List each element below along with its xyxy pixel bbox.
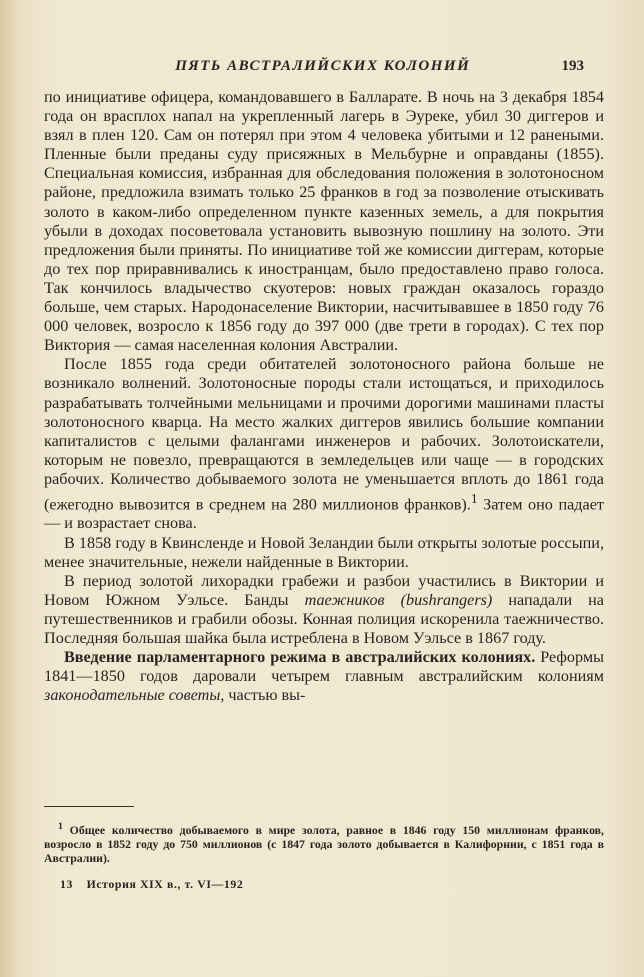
- paragraph-1: по инициативе офицера, командовавшего в Балларате. В ночь на 3 декабря 1854 года он врасплох напал на укрепленный лагерь в Эуреке, убил 30 диггеров и взял в плен 120. Сам он потерял при этом 4 человека убитыми и 12 ранеными. Пленные были преданы суду присяжных в Мельбурне и оправданы (1855). Специальная комиссия, избранная для обследования положения в золотоносном районе, предложила взимать только 25 франков в год за позволение отыскивать золото в каком-либо определенном пункте казенных земель, а для покрытия убыли в доходах посоветовала установить вывозную пошлину на золото. Эти предложения были приняты. По инициативе той же комиссии диггерам, которые до тех пор приравнивались к иностранцам, было предоставлено право голоса. Так кончилось владычество скуотеров: новых граждан оказалось гораздо больше, чем старых. Народонаселение Виктории, насчитывавшее в 1850 году 76 000 человек, возросло к 1856 году до 397 000 (две трети в городах). С тех пор Виктория — самая населенная колония Австралии.: [44, 88, 604, 355]
- paragraph-5: [44, 648, 604, 705]
- main-text: [44, 88, 604, 705]
- footnote-text: Общее количество добываемого в мире золота, равное в 1846 году 150 миллионам франков, возросло в 1852 году до 750 миллионов (с 1847 года золото добывается в Калифорнии, с 1851 года в Австралии).: [44, 822, 604, 866]
- section-heading: Введение парламентарного режима в австралийских колониях.: [64, 648, 536, 667]
- printer-signature: [60, 877, 600, 892]
- signature-sheet-number: 13: [60, 877, 73, 891]
- footnote-paragraph: [44, 820, 604, 866]
- footnote-mark: 1: [58, 821, 63, 832]
- paragraph-2-text: После 1855 года среди обитателей золотоносного района больше не возникало волнений. Золотоносные породы стали истощаться, и приходилось разрабатывать толчейными мельницами и прочими дорогими машинами пласты золотоносного кварца. На место жалких диггеров явились большие компании капиталистов с целыми фалангами инженеров и рабочих. Золотоискатели, которым не повезло, превращаются в земледельцев или чаще — в городских рабочих. Количество добываемого золота не уменьшается вплоть до 1861 года (ежегодно вывозится в среднем на 280 миллионов франков).: [44, 355, 604, 514]
- running-title: ПЯТЬ АВСТРАЛИЙСКИХ КОЛОНИЙ: [175, 58, 471, 74]
- paragraph-4-italic: таежников (bushrangers): [304, 590, 493, 609]
- paragraph-4: [44, 572, 604, 648]
- signature-text: История XIX в., т. VI—192: [86, 877, 244, 891]
- paragraph-2: [44, 355, 604, 533]
- footnote: [44, 820, 604, 866]
- footnote-divider: [44, 806, 134, 807]
- paragraph-5-italic: законодательные советы: [44, 686, 221, 705]
- paragraph-5-text-b: , частью вы-: [220, 686, 306, 705]
- paragraph-2-tail: Затем оно падает — и возрастает снова.: [44, 495, 604, 533]
- paragraph-4-text-b: нападали на путешественников и грабили обозы. Конная полиция искоренила таежничество. Последняя большая шайка была истреблена в Новом Уэльсе в 1867 году.: [44, 590, 604, 648]
- paragraph-4-text-a: В период золотой лихорадки грабежи и разбои участились в Виктории и Новом Южном Уэльсе. Банды: [44, 571, 604, 609]
- paragraph-5-text-a: Реформы 1841—1850 годов даровали четырем главным австралийским колониям: [44, 648, 604, 686]
- page-header: [84, 58, 584, 82]
- paragraph-3: В 1858 году в Квинсленде и Новой Зеландии были открыты золотые россыпи, менее значительные, нежели найденные в Виктории.: [44, 533, 604, 571]
- page-number: 193: [561, 58, 584, 74]
- footnote-ref: 1: [470, 490, 478, 506]
